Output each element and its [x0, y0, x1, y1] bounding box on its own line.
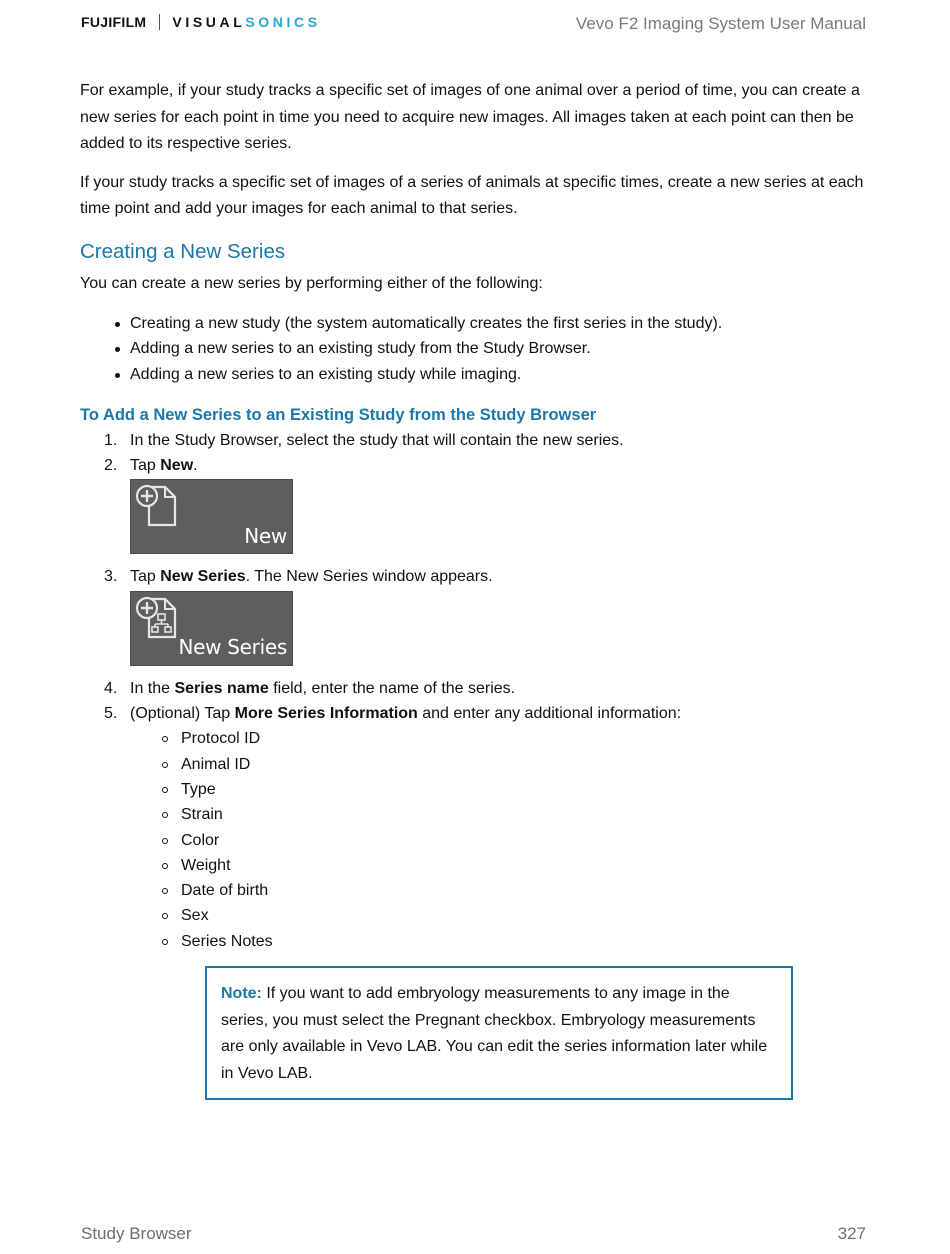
fujifilm-visualsonics-logo [81, 12, 321, 32]
procedure-heading: To Add a New Series to an Existing Study from the Study Browser [80, 405, 597, 424]
logo-divider [159, 14, 160, 30]
step-text-post: and enter any additional information: [417, 705, 682, 723]
new-series-icon [135, 595, 179, 639]
page-content [80, 78, 870, 954]
series-info-field-list [80, 726, 870, 954]
logo-fujifilm-text: FUJIFILM [81, 14, 147, 30]
list-item: Animal ID [80, 752, 870, 777]
section-heading: Creating a New Series [80, 239, 286, 263]
note-box [205, 966, 793, 1100]
intro-paragraph-1: For example, if your study tracks a specific set of images of one animal over a period of time, you can create a new series for each point in time you need to acquire new images. All images taken at each point can then be added to its respective series. [80, 82, 860, 152]
new-button-caption: New [244, 524, 287, 549]
step-3 [80, 564, 870, 665]
step-ui-term: More Series Information [234, 705, 418, 723]
new-series-button-image [130, 591, 293, 666]
logo-visual-text: VISUAL [172, 14, 246, 30]
step-2 [80, 453, 870, 554]
bullet-item: Adding a new series to an existing study from the Study Browser. [80, 336, 870, 361]
step-text-pre: Tap [130, 457, 161, 475]
step-1 [80, 428, 870, 453]
list-item: Date of birth [80, 878, 870, 903]
list-item: Strain [80, 802, 870, 827]
list-item: Protocol ID [80, 726, 870, 751]
step-text: In the Study Browser, select the study that will contain the new series. [130, 431, 624, 449]
footer-section-name: Study Browser [81, 1224, 192, 1243]
section-lead: You can create a new series by performing either of the following: [80, 274, 543, 292]
new-document-icon [135, 483, 179, 527]
method-bullet-list [80, 311, 870, 387]
manual-title: Vevo F2 Imaging System User Manual [575, 14, 866, 33]
bullet-item: Creating a new study (the system automatically creates the first series in the study). [80, 311, 870, 336]
note-text: If you want to add embryology measurements to any image in the series, you must select the Pregnant checkbox. Embryology measurements are only available in Vevo LAB. You can edit the series information later while in Vevo LAB. [221, 985, 768, 1082]
new-series-button-caption: New Series [178, 635, 287, 660]
logo-sonics-text: SONICS [245, 14, 321, 30]
step-number: 5. [104, 705, 118, 723]
step-text-pre: In the [130, 679, 175, 697]
list-item: Weight [80, 853, 870, 878]
step-text-post: . [193, 457, 198, 475]
step-number: 2. [104, 457, 118, 475]
step-text-pre: Tap [130, 568, 161, 586]
intro-paragraph-2: If your study tracks a specific set of images of a series of animals at specific times, create a new series at each time point and add your images for each animal to that series. [80, 173, 864, 217]
step-number: 4. [104, 679, 118, 697]
step-text-pre: (Optional) Tap [130, 705, 235, 723]
list-item: Color [80, 828, 870, 853]
step-number: 3. [104, 568, 118, 586]
list-item: Series Notes [80, 929, 870, 954]
step-5 [80, 701, 870, 726]
step-number: 1. [104, 431, 118, 449]
footer-page-number: 327 [837, 1224, 866, 1243]
bullet-item: Adding a new series to an existing study while imaging. [80, 362, 870, 387]
step-ui-term: New Series [160, 568, 246, 586]
new-button-image [130, 479, 293, 554]
step-4 [80, 676, 870, 701]
list-item: Type [80, 777, 870, 802]
step-text-post: . The New Series window appears. [245, 568, 493, 586]
note-label: Note: [221, 985, 262, 1002]
step-ui-term: New [160, 457, 194, 475]
step-text-post: field, enter the name of the series. [268, 679, 516, 697]
procedure-steps [80, 428, 870, 726]
list-item: Sex [80, 903, 870, 928]
page-header [81, 12, 866, 38]
step-ui-term: Series name [174, 679, 269, 697]
